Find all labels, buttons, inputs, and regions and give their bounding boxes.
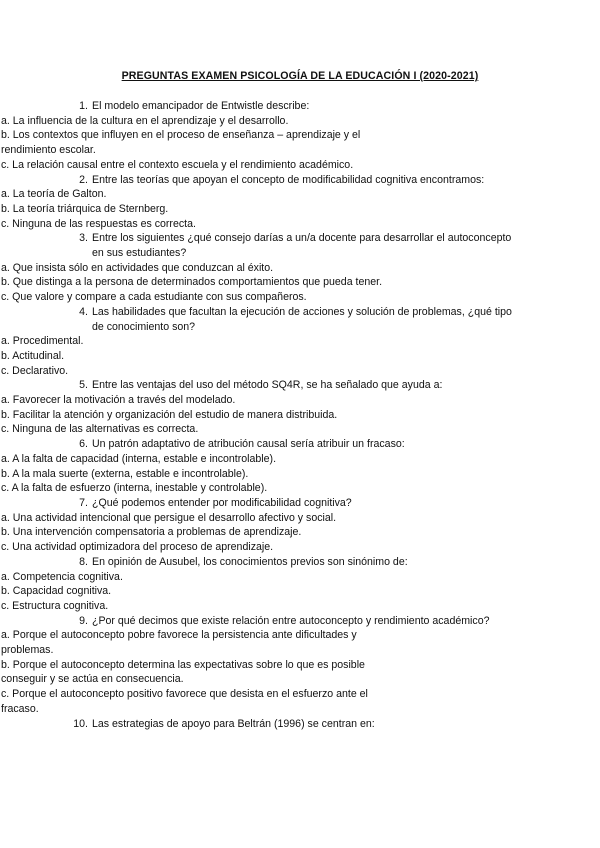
- question-6: [72, 437, 522, 452]
- question-number: 3.: [79, 232, 88, 245]
- option-b: b. Los contextos que influyen en el proceso de enseñanza – aprendizaje y el rendimiento escolar.: [1, 129, 361, 157]
- question-9: [72, 614, 522, 629]
- question-text: ¿Por qué decimos que existe relación entre autoconcepto y rendimiento académico?: [92, 614, 490, 627]
- question-number: 5.: [79, 379, 88, 392]
- question-number: 8.: [79, 555, 88, 568]
- question-4: [72, 305, 522, 334]
- option-c: c. Estructura cognitiva.: [1, 599, 109, 612]
- question-10: [72, 717, 522, 732]
- option-b: b. La teoría triárquica de Sternberg.: [1, 202, 169, 215]
- question-8: [72, 555, 522, 570]
- option-a: a. Procedimental.: [1, 335, 84, 348]
- question-1: [72, 99, 522, 114]
- option-c: c. Porque el autoconcepto positivo favorece que desista en el esfuerzo ante el fracaso.: [1, 688, 368, 715]
- question-2: [72, 173, 522, 188]
- option-a: a. La teoría de Galton.: [1, 188, 107, 201]
- question-text: Un patrón adaptativo de atribución causal sería atribuir un fracaso:: [92, 438, 405, 451]
- question-3: [72, 231, 522, 260]
- question-number: 4.: [79, 305, 88, 318]
- option-c: c. Una actividad optimizadora del proceso de aprendizaje.: [1, 541, 274, 554]
- option-c: c. Declarativo.: [1, 364, 69, 377]
- option-c: c. Ninguna de las respuestas es correcta.: [1, 217, 196, 230]
- option-a: a. Favorecer la motivación a través del modelado.: [1, 394, 236, 407]
- option-c: c. A la falta de esfuerzo (interna, inestable y controlable).: [1, 482, 268, 495]
- option-a: a. A la falta de capacidad (interna, estable e incontrolable).: [1, 452, 277, 465]
- option-b: b. A la mala suerte (externa, estable e incontrolable).: [1, 467, 249, 480]
- option-a: a. Que insista sólo en actividades que conduzcan al éxito.: [1, 261, 274, 274]
- question-5: [72, 378, 522, 393]
- option-b: b. Porque el autoconcepto determina las expectativas sobre lo que es posible conseguir y se actúa en consecuencia.: [1, 658, 365, 686]
- option-a: a. Porque el autoconcepto pobre favorece la persistencia ante dificultades y problemas.: [1, 629, 357, 657]
- question-text: Entre las ventajas del uso del método SQ4R, se ha señalado que ayuda a:: [92, 379, 443, 392]
- option-b: b. Capacidad cognitiva.: [1, 585, 112, 598]
- question-number: 6.: [79, 438, 88, 451]
- question-text: El modelo emancipador de Entwistle describe:: [92, 100, 310, 112]
- option-c: c. La relación causal entre el contexto escuela y el rendimiento académico.: [1, 158, 354, 171]
- question-text: ¿Qué podemos entender por modificabilidad cognitiva?: [92, 496, 352, 509]
- option-b: b. Facilitar la atención y organización del estudio de manera distribuida.: [1, 408, 338, 421]
- option-b: b. Una intervención compensatoria a problemas de aprendizaje.: [1, 526, 302, 539]
- option-a: a. La influencia de la cultura en el aprendizaje y el desarrollo.: [1, 114, 289, 127]
- option-b: b. Actitudinal.: [1, 349, 65, 362]
- option-b: b. Que distinga a la persona de determinados comportamientos que pueda tener.: [1, 276, 383, 289]
- page-title: PREGUNTAS EXAMEN PSICOLOGÍA DE LA EDUCACIÓN I (2020-2021): [121, 70, 479, 82]
- option-c: c. Que valore y compare a cada estudiante con sus compañeros.: [1, 291, 307, 304]
- question-number: 1.: [79, 100, 88, 112]
- question-7: [72, 496, 522, 511]
- option-a: a. Una actividad intencional que persigue el desarrollo afectivo y social.: [1, 511, 337, 524]
- question-text: Las habilidades que facultan la ejecución de acciones y solución de problemas, ¿qué tipo de conocimiento son?: [92, 305, 512, 333]
- question-number: 9.: [79, 614, 88, 627]
- question-text: Las estrategias de apoyo para Beltrán (1996) se centran en:: [92, 717, 375, 730]
- question-text: Entre las teorías que apoyan el concepto de modificabilidad cognitiva encontramos:: [92, 173, 485, 186]
- question-number: 10.: [73, 717, 88, 730]
- question-number: 2.: [79, 173, 88, 186]
- question-list: [1, 99, 522, 731]
- option-a: a. Competencia cognitiva.: [1, 570, 123, 583]
- question-text: En opinión de Ausubel, los conocimientos previos son sinónimo de:: [92, 555, 408, 568]
- question-text: Entre los siguientes ¿qué consejo darías a un/a docente para desarrollar el autoconcepto en sus estudiantes?: [92, 232, 512, 260]
- question-number: 7.: [79, 496, 88, 509]
- option-c: c. Ninguna de las alternativas es correcta.: [1, 423, 199, 436]
